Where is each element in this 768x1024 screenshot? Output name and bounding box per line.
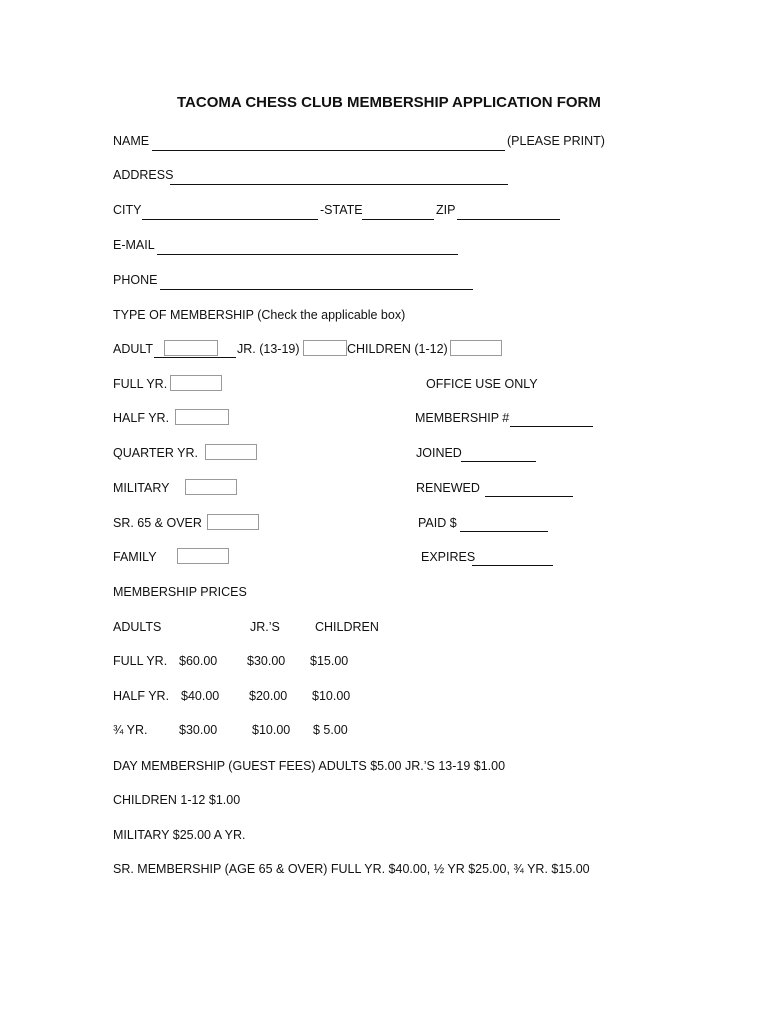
joined-label: JOINED: [416, 446, 462, 460]
full-yr-checkbox[interactable]: [170, 375, 222, 391]
city-field[interactable]: [142, 219, 318, 220]
prices-header-adults: ADULTS: [113, 620, 162, 634]
zip-label: ZIP: [436, 203, 456, 217]
children-checkbox[interactable]: [450, 340, 502, 356]
paid-field[interactable]: [460, 531, 548, 532]
adult-underline: [154, 357, 236, 358]
membership-prices-heading: MEMBERSHIP PRICES: [113, 585, 247, 599]
military-label: MILITARY: [113, 481, 170, 495]
military-checkbox[interactable]: [185, 479, 237, 495]
address-field[interactable]: [170, 184, 508, 185]
half-yr-checkbox[interactable]: [175, 409, 229, 425]
price-row-label: ¾ YR.: [113, 723, 148, 737]
half-yr-label: HALF YR.: [113, 411, 170, 425]
form-title: TACOMA CHESS CLUB MEMBERSHIP APPLICATION FORM: [177, 94, 601, 111]
prices-header-juniors: JR.’S: [250, 620, 280, 634]
day-membership-text: DAY MEMBERSHIP (GUEST FEES) ADULTS $5.00 JR.’S 13-19 $1.00: [113, 759, 506, 773]
renewed-label: RENEWED: [416, 481, 480, 495]
family-checkbox[interactable]: [177, 548, 229, 564]
price-junior: $30.00: [247, 654, 286, 668]
price-junior: $10.00: [252, 723, 291, 737]
adult-checkbox[interactable]: [164, 340, 218, 356]
senior-label: SR. 65 & OVER: [113, 516, 202, 530]
membership-type-heading: TYPE OF MEMBERSHIP (Check the applicable box): [113, 308, 406, 322]
joined-field[interactable]: [461, 461, 536, 462]
expires-label: EXPIRES: [421, 550, 476, 564]
price-adult: $30.00: [179, 723, 218, 737]
children-day-text: CHILDREN 1-12 $1.00: [113, 793, 241, 807]
price-adult: $60.00: [179, 654, 218, 668]
name-label: NAME: [113, 134, 150, 148]
senior-price-text: SR. MEMBERSHIP (AGE 65 & OVER) FULL YR. $40.00, ½ YR $25.00, ¾ YR. $15.00: [113, 862, 590, 876]
expires-field[interactable]: [472, 565, 553, 566]
city-label: CITY: [113, 203, 142, 217]
price-row-label: FULL YR.: [113, 654, 168, 668]
full-yr-label: FULL YR.: [113, 377, 168, 391]
phone-label: PHONE: [113, 273, 158, 287]
children-label: CHILDREN (1-12): [347, 342, 448, 356]
zip-field[interactable]: [457, 219, 560, 220]
phone-field[interactable]: [160, 289, 473, 290]
military-price-text: MILITARY $25.00 A YR.: [113, 828, 246, 842]
renewed-field[interactable]: [485, 496, 573, 497]
price-child: $ 5.00: [313, 723, 348, 737]
junior-label: JR. (13-19): [237, 342, 300, 356]
price-child: $10.00: [312, 689, 351, 703]
membership-number-field[interactable]: [510, 426, 593, 427]
name-field[interactable]: [152, 150, 505, 151]
quarter-yr-checkbox[interactable]: [205, 444, 257, 460]
email-label: E-MAIL: [113, 238, 155, 252]
email-field[interactable]: [157, 254, 458, 255]
senior-checkbox[interactable]: [207, 514, 259, 530]
membership-number-label: MEMBERSHIP #: [415, 411, 510, 425]
price-junior: $20.00: [249, 689, 288, 703]
state-label: -STATE: [320, 203, 363, 217]
office-use-heading: OFFICE USE ONLY: [426, 377, 538, 391]
address-label: ADDRESS: [113, 168, 174, 182]
adult-label: ADULT: [113, 342, 154, 356]
price-adult: $40.00: [181, 689, 220, 703]
price-child: $15.00: [310, 654, 349, 668]
price-row-label: HALF YR.: [113, 689, 170, 703]
quarter-yr-label: QUARTER YR.: [113, 446, 198, 460]
name-print-note: (PLEASE PRINT): [507, 134, 605, 148]
state-field[interactable]: [362, 219, 434, 220]
paid-label: PAID $: [418, 516, 457, 530]
family-label: FAMILY: [113, 550, 157, 564]
prices-header-children: CHILDREN: [315, 620, 379, 634]
junior-checkbox[interactable]: [303, 340, 347, 356]
